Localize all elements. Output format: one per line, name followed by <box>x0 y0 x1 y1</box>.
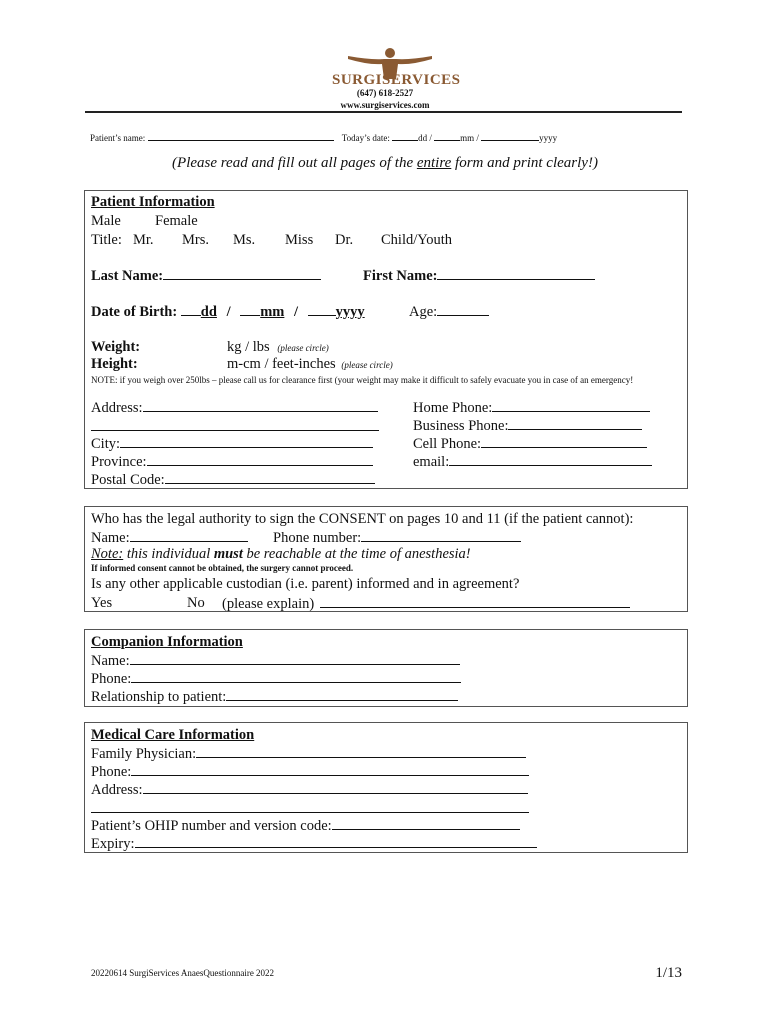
medical-phone-field[interactable] <box>131 762 529 776</box>
custodian-explain-row <box>222 594 630 613</box>
home-phone-field[interactable] <box>492 398 650 412</box>
physician-label: Family Physician: <box>91 746 197 762</box>
business-phone-field[interactable] <box>508 416 642 430</box>
header-phone: (647) 618-2527 <box>356 88 414 98</box>
city-label: City: <box>91 436 121 452</box>
date-yyyy-label: yyyy <box>539 133 558 143</box>
medical-address-row <box>91 780 528 799</box>
email-label: email: <box>413 454 450 470</box>
expiry-label: Expiry: <box>91 836 135 852</box>
header-rule <box>85 111 682 113</box>
custodian-explain-label: (please explain) <box>222 596 315 612</box>
sex-male-option[interactable]: Male <box>91 213 121 229</box>
companion-relationship-row <box>91 687 458 706</box>
height-units-row <box>227 355 393 374</box>
consent-note <box>91 545 471 563</box>
medical-address-field-1[interactable] <box>143 780 528 794</box>
title-mr-option[interactable]: Mr. <box>133 232 154 248</box>
consent-note-must: must <box>213 546 243 562</box>
age-label: Age: <box>409 304 438 320</box>
header-website: www.surgiservices.com <box>340 100 430 110</box>
footer-doc-id: 20220614 SurgiServices AnaesQuestionnaire 2022 <box>91 968 275 978</box>
consent-question: Who has the legal authority to sign the CONSENT on pages 10 and 11 (if the patient cannot): <box>91 511 634 527</box>
dob-dd-field[interactable] <box>181 302 201 316</box>
consent-name-field[interactable] <box>130 528 248 542</box>
first-name-field[interactable] <box>437 266 595 280</box>
date-dd-field[interactable] <box>392 127 418 141</box>
date-mm-label: mm / <box>460 133 479 143</box>
dob-slash-2: / <box>294 304 299 320</box>
dob-yyyy-label: yyyy <box>335 304 365 320</box>
companion-heading: Companion Information <box>91 634 243 650</box>
date-dd-label: dd / <box>418 133 432 143</box>
companion-phone-label: Phone: <box>91 671 132 687</box>
patient-name-field[interactable] <box>148 127 334 141</box>
height-please-circle: (please circle) <box>341 360 393 370</box>
address-row <box>91 398 378 417</box>
patient-info-heading: Patient Information <box>91 194 215 210</box>
first-name-row <box>363 266 595 285</box>
expiry-field[interactable] <box>135 834 537 848</box>
dob-yyyy-field[interactable] <box>308 302 336 316</box>
cell-phone-field[interactable] <box>481 434 647 448</box>
address-field-2[interactable] <box>91 430 379 431</box>
province-field[interactable] <box>147 452 373 466</box>
home-phone-label: Home Phone: <box>413 400 493 416</box>
city-field[interactable] <box>120 434 373 448</box>
instructions-emphasis: entire <box>416 155 452 171</box>
instructions-suffix: form and print clearly!) <box>451 155 598 171</box>
province-label: Province: <box>91 454 147 470</box>
patient-name-label: Patient’s name: <box>90 133 146 143</box>
todays-date-label: Today’s date: <box>341 133 390 143</box>
title-child-option[interactable]: Child/Youth <box>381 232 453 248</box>
sex-female-option[interactable]: Female <box>155 213 198 229</box>
custodian-explain-field[interactable] <box>320 594 630 608</box>
dob-dd-label: dd <box>200 304 217 320</box>
page-number: 1/13 <box>655 965 682 981</box>
cell-phone-row <box>413 434 647 453</box>
age-row <box>409 302 489 321</box>
custodian-yes-option[interactable]: Yes <box>91 595 113 611</box>
address-field-1[interactable] <box>143 398 378 412</box>
postal-row <box>91 470 375 489</box>
companion-phone-field[interactable] <box>131 669 461 683</box>
instructions <box>90 155 680 172</box>
ohip-field[interactable] <box>332 816 520 830</box>
postal-label: Postal Code: <box>91 472 165 488</box>
province-row <box>91 452 373 471</box>
medical-address-field-2[interactable] <box>91 812 529 813</box>
last-name-row <box>91 266 321 285</box>
date-yyyy-field[interactable] <box>481 127 539 141</box>
medical-phone-row <box>91 762 529 781</box>
consent-phone-field[interactable] <box>361 528 521 542</box>
email-row <box>413 452 652 471</box>
date-mm-field[interactable] <box>434 127 460 141</box>
companion-relationship-label: Relationship to patient: <box>91 689 227 705</box>
weight-units[interactable]: kg / lbs <box>227 339 270 355</box>
address-label: Address: <box>91 400 143 416</box>
dob-mm-field[interactable] <box>240 302 260 316</box>
title-miss-option[interactable]: Miss <box>285 232 314 248</box>
consent-note-text-a: this individual <box>123 546 214 562</box>
title-dr-option[interactable]: Dr. <box>335 232 354 248</box>
home-phone-row <box>413 398 650 417</box>
title-ms-option[interactable]: Ms. <box>233 232 256 248</box>
height-units[interactable]: m-cm / feet-inches <box>227 356 336 372</box>
ohip-label: Patient’s OHIP number and version code: <box>91 818 332 834</box>
age-field[interactable] <box>437 302 489 316</box>
companion-name-row <box>91 651 460 670</box>
postal-field[interactable] <box>165 470 375 484</box>
instructions-prefix: (Please read and fill out all pages of the <box>172 155 417 171</box>
height-label: Height: <box>91 356 138 372</box>
first-name-label: First Name: <box>363 268 438 284</box>
weight-label: Weight: <box>91 339 141 355</box>
companion-phone-row <box>91 669 461 688</box>
business-phone-row <box>413 416 642 435</box>
title-label: Title: <box>91 232 122 248</box>
medical-heading: Medical Care Information <box>91 727 255 743</box>
dob-label: Date of Birth: <box>91 304 178 320</box>
medical-phone-label: Phone: <box>91 764 132 780</box>
dob-mm-label: mm <box>260 304 285 320</box>
last-name-field[interactable] <box>163 266 321 280</box>
patient-name-row <box>90 127 557 143</box>
physician-field[interactable] <box>196 744 526 758</box>
weight-note: NOTE: if you weigh over 250lbs – please call us for clearance first (your weight may make it difficult to safely evacuate you in case of an emergency! <box>91 375 634 385</box>
cell-phone-label: Cell Phone: <box>413 436 482 452</box>
dob-row <box>91 302 365 321</box>
email-field[interactable] <box>449 452 652 466</box>
consent-note-text-b: be reachable at the time of anesthesia! <box>242 546 471 562</box>
dob-slash-1: / <box>226 304 231 320</box>
consent-phone-label: Phone number: <box>273 530 362 546</box>
companion-name-field[interactable] <box>130 651 460 665</box>
consent-name-label: Name: <box>91 530 130 546</box>
last-name-label: Last Name: <box>91 268 164 284</box>
expiry-row <box>91 834 537 853</box>
city-row <box>91 434 373 453</box>
physician-row <box>91 744 526 763</box>
consent-warning: If informed consent cannot be obtained, the surgery cannot proceed. <box>91 563 354 573</box>
brand-name: SURGISERVICES <box>332 72 461 88</box>
companion-name-label: Name: <box>91 653 130 669</box>
title-mrs-option[interactable]: Mrs. <box>182 232 209 248</box>
medical-address-label: Address: <box>91 782 143 798</box>
companion-relationship-field[interactable] <box>226 687 458 701</box>
custodian-no-option[interactable]: No <box>187 595 205 611</box>
custodian-question: Is any other applicable custodian (i.e. parent) informed and in agreement? <box>91 576 520 592</box>
consent-note-label: Note: <box>91 546 124 562</box>
ohip-row <box>91 816 520 835</box>
business-phone-label: Business Phone: <box>413 418 509 434</box>
weight-please-circle: (please circle) <box>277 343 329 353</box>
